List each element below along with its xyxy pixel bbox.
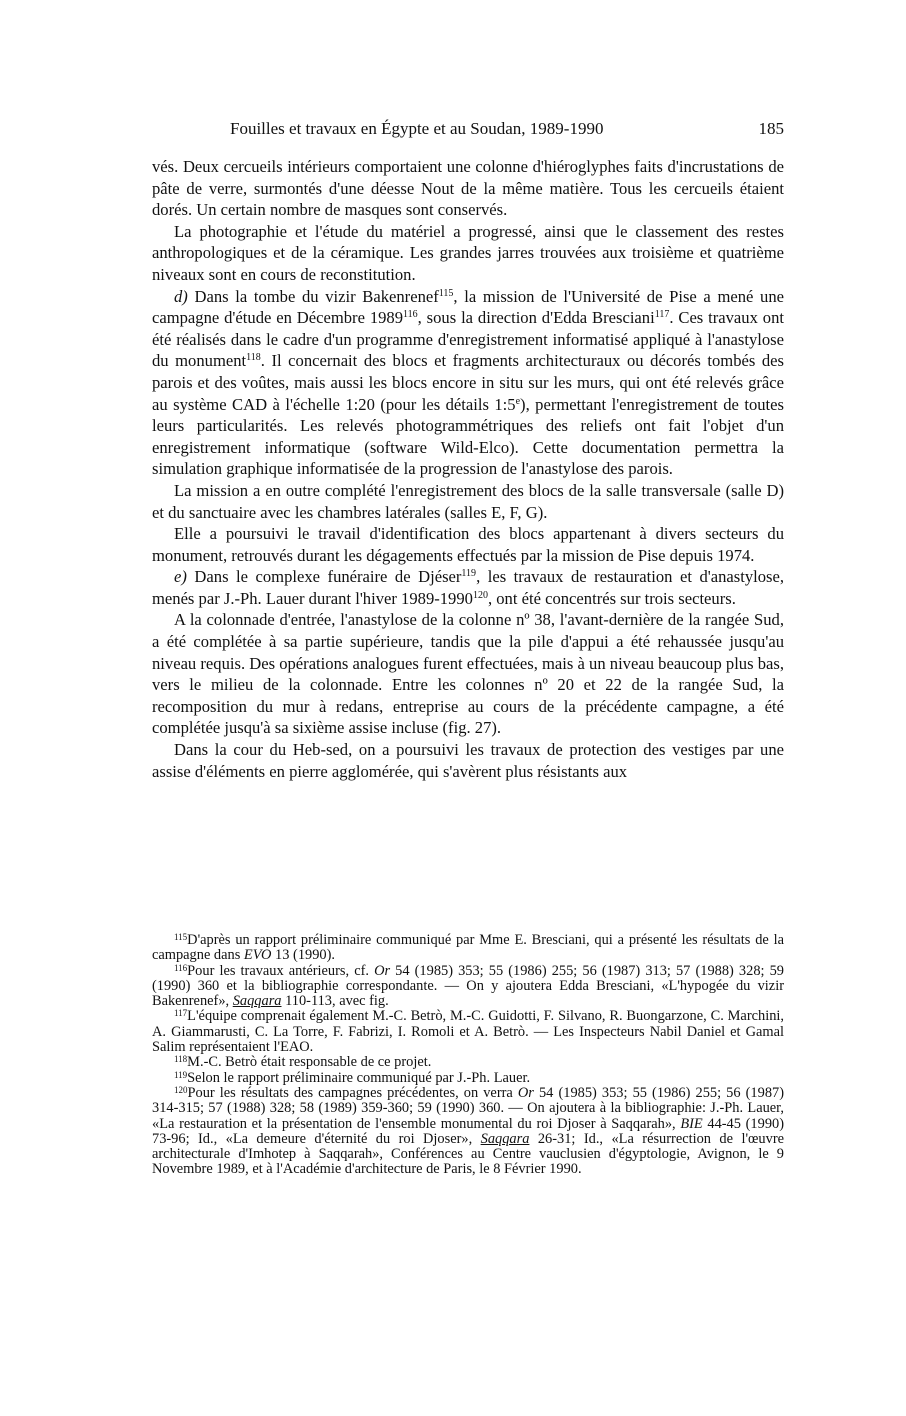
paragraph-5: Elle a poursuivi le travail d'identification des blocs appartenant à divers secteurs du monument, retrouvés durant les dégagements effectués par la mission de Pise depuis 1974.: [152, 524, 784, 565]
section-label-d: d): [174, 286, 188, 306]
note-ref-119[interactable]: 119: [461, 568, 477, 580]
paragraph-7: A la colonnade d'entrée, l'anastylose de la colonne nº 38, l'avant-dernière de la rangée Sud, a été complétée à sa partie supérieure, tandis que la pile d'appui a été rehaussée jusqu'au niveau requis. Des opérations analogues furent effectuées, mais à un niveau beaucoup plus bas, vers le milieu de la colonnade. Entre les colonnes nº 20 et 22 de la rangée Sud, la recomposition du mur à redans, entreprise au cours de la précédente campagne, a été complétée jusqu'à sa sixième assise incluse (fig. 27).: [152, 610, 784, 738]
paragraph-8: Dans la cour du Heb-sed, on a poursuivi les travaux de protection des vestiges par une assise d'éléments en pierre agglomérée, qui s'avèrent plus résistants aux: [152, 740, 784, 781]
footnote-118: $^{118}$M.-C. Betrò était responsable de ce projet.: [174, 1054, 432, 1071]
footnote-117: $^{117}$L'équipe comprenait également M.-C. Betrò, M.-C. Guidotti, F. Silvano, R. Buongarzone, C. Marchini, A. Giammarusti, C. La Torre, F. Fabrizi, I. Romoli et A. Betrò. — Les Inspecteurs Nabil Daniel et Gamal Salim représentaient l'EAO.: [152, 1008, 784, 1056]
footnotes: [152, 933, 784, 1178]
section-label-e: e): [174, 567, 187, 587]
footnote-116: $^{116}$Pour les travaux antérieurs, cf. Or 54 (1985) 353; 55 (1986) 255; 56 (1987) 313; 57 (1988) 328; 59 (1990) 360 et la bibliographie correspondante. — On y ajoutera Edda Bresciani, «L'hypogée du vizir Bakenrenef», Saqqara 110-113, avec fig.: [152, 962, 784, 1010]
note-ref-117[interactable]: 117: [654, 309, 670, 321]
body-text: [152, 156, 784, 782]
paragraph-6: e) Dans le complexe funéraire de Djéser$^{119}$, les travaux de restauration et d'anastylose, menés par J.-Ph. Lauer durant l'hiver 1989-1990$^{120}$, ont été concentrés sur trois secteurs.: [152, 567, 784, 608]
note-ref-116[interactable]: 116: [403, 309, 418, 321]
note-ref-120[interactable]: 120: [472, 589, 488, 601]
page-number: 185: [758, 119, 784, 138]
footnote-115: $^{115}$D'après un rapport préliminaire communiqué par Mme E. Bresciani, qui a présenté les résultats de la campagne dans EVO 13 (1990).: [152, 932, 784, 964]
paragraph-4: La mission a en outre complété l'enregistrement des blocs de la salle transversale (salle D) et du sanctuaire avec les chambres latérales (salles E, F, G).: [152, 480, 784, 522]
note-ref-115[interactable]: 115: [438, 287, 454, 299]
running-title: Fouilles et travaux en Égypte et au Soudan, 1989-1990: [230, 119, 604, 138]
footnote-120: $^{120}$Pour les résultats des campagnes précédentes, on verra Or 54 (1985) 353; 55 (1986) 255; 56 (1987) 314-315; 57 (1988) 328; 58 (1989) 359-360; 59 (1990) 360. — On ajoutera à la bibliographie: J.-Ph. Lauer, «La restauration et la présentation de l'ensemble monumental du roi Djoser à Saqqarah», BIE 44-45 (1990) 73-96; Id., «La demeure d'éternité du roi Djoser», Saqqara 26-31; Id., «La résurrection de l'œuvre architecturale d'Imhotep à Saqqarah», Conférences au Centre vauclusien d'égyptologie, Avignon, le 9 Novembre 1989, et à l'Académie d'architecture de Paris, le 8 Février 1990.: [152, 1084, 785, 1178]
paragraph-3: d) Dans la tombe du vizir Bakenrenef$^{115}$, la mission de l'Université de Pise a mené une campagne d'étude en Décembre 1989$^{116}$, sous la direction d'Edda Bresciani$^{117}$. Ces travaux ont été réalisés dans le cadre d'un programme d'enregistrement informatisé appliqué à l'anastylose du monument$^{118}$. Il concernait des blocs et fragments architecturaux ou décorés tombés des parois et des voûtes, mais aussi les blocs encore in situ sur les murs, qui ont été relevés grâce au système CAD à l'échelle 1:20 (pour les détails 1:5e), permettant l'enregistrement de toutes leurs particularités. Les relevés photogrammétriques des reliefs ont fait l'objet d'un enregistrement informatique (software Wild-Elco). Cette documentation permettra la simulation graphique informatisée de la progression de l'anastylose des parois.: [152, 286, 784, 479]
note-ref-118[interactable]: 118: [246, 352, 261, 364]
paragraph-2: La photographie et l'étude du matériel a progressé, ainsi que le classement des restes anthropologiques et de la céramique. Les grandes jarres trouvées aux troisième et quatrième niveaux sont en cours de reconstitution.: [152, 221, 784, 284]
footnote-119: $^{119}$Selon le rapport préliminaire communiqué par J.-Ph. Lauer.: [174, 1069, 531, 1086]
paragraph-1: vés. Deux cercueils intérieurs comportaient une colonne d'hiéroglyphes faits d'incrustations de pâte de verre, surmontés d'une déesse Nout de la même matière. Tous les cercueils étaient dorés. Un certain nombre de masques sont conservés.: [152, 157, 784, 220]
